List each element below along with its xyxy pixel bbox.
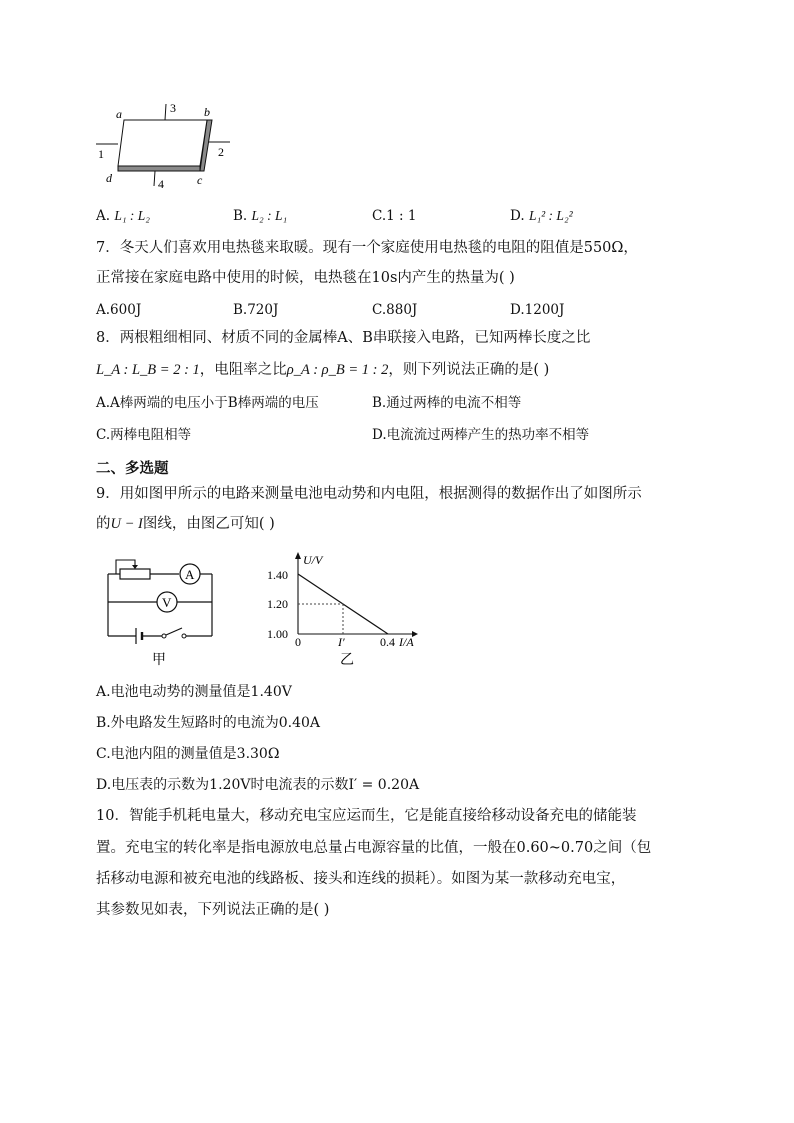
q7-option-a[interactable]: A.600J [96, 302, 142, 318]
q9-option-c[interactable]: C.电池内阻的测量值是3.30Ω [96, 746, 280, 762]
q10-stem-line3: 括移动电源和被充电池的线路板、接头和连线的损耗）。如图为某一款移动充电宝， [96, 871, 626, 887]
rheostat-icon [120, 569, 150, 579]
q7-option-d[interactable]: D.1200J [510, 302, 565, 318]
q10-stem-line2: 置。充电宝的转化率是指电源放电总量占电源容量的比值，一般在0.60~0.70之间（包 [96, 840, 652, 856]
label-d: d [106, 171, 112, 185]
label-3: 3 [170, 101, 176, 115]
q7-option-c[interactable]: C.880J [372, 302, 418, 318]
x-tick-0: 0 [295, 635, 301, 649]
q9-option-d[interactable]: D.电压表的示数为1.20V时电流表的示数I′ = 0.20A [96, 777, 420, 793]
graph-caption: 乙 [340, 653, 354, 668]
section-title-multiple-choice: 二、多选题 [96, 460, 169, 477]
label-1: 1 [98, 147, 104, 161]
q8-stem-line2: L_A : L_B = 2 : 1，电阻率之比ρ_A : ρ_B = 1 : 2，则下列说法正确的是( ) [96, 362, 550, 378]
y-tick-1-20: 1.20 [267, 597, 288, 611]
x-tick-0-4: 0.4 [380, 635, 395, 649]
u-i-graph [262, 550, 430, 672]
conductor-block-figure [94, 98, 244, 192]
q6-option-a[interactable]: A. L₁ : L₂ [96, 208, 150, 224]
circuit-caption: 甲 [152, 653, 166, 668]
y-axis-label: U/V [303, 553, 323, 567]
y-tick-1-40: 1.40 [267, 568, 288, 582]
svg-text:A: A [185, 567, 195, 582]
label-2: 2 [218, 145, 224, 159]
q8-resistivity-ratio: ρ_A : ρ_B = 1 : 2 [286, 362, 389, 378]
q8-length-ratio: L_A : L_B = 2 : 1 [96, 362, 200, 378]
q6-option-c[interactable]: C.1 : 1 [372, 208, 417, 224]
q9-stem-line1: 9．用如图甲所示的电路来测量电池电动势和内电阻，根据测得的数据作出了如图所示 [96, 486, 642, 502]
q10-stem-line4: 其参数见如表，下列说法正确的是( ) [96, 902, 330, 918]
label-4: 4 [158, 177, 164, 191]
svg-text:V: V [162, 595, 172, 610]
q7-stem-line2: 正常接在家庭电路中使用的时候，电热毯在10s内产生的热量为( ) [96, 270, 515, 286]
x-tick-i-prime: I′ [338, 635, 345, 649]
q8-option-b[interactable]: B.通过两棒的电流不相等 [372, 395, 522, 411]
q10-stem-line1: 10．智能手机耗电量大，移动充电宝应运而生，它是能直接给移动设备充电的储能装 [96, 808, 637, 824]
q7-option-b[interactable]: B.720J [233, 302, 279, 318]
switch-icon [166, 628, 182, 635]
x-axis-label: I/A [399, 635, 414, 649]
q8-option-c[interactable]: C.两棒电阻相等 [96, 427, 192, 443]
q8-option-a[interactable]: A.A棒两端的电压小于B棒两端的电压 [96, 395, 319, 411]
label-b: b [204, 105, 210, 119]
q9-option-b[interactable]: B.外电路发生短路时的电流为0.40A [96, 715, 321, 731]
q6-option-d[interactable]: D. L₁² : L₂² [510, 208, 573, 224]
label-a: a [116, 107, 122, 121]
y-tick-1-00: 1.00 [267, 627, 288, 641]
q7-stem-line1: 7．冬天人们喜欢用电热毯来取暖。现有一个家庭使用电热毯的电阻的阻值是550Ω， [96, 240, 638, 256]
q6-option-b[interactable]: B. L₂ : L₁ [233, 208, 288, 224]
circuit-diagram [100, 552, 220, 670]
q9-option-a[interactable]: A.电池电动势的测量值是1.40V [96, 684, 292, 700]
q8-stem-line1: 8．两根粗细相同、材质不同的金属棒A、B串联接入电路，已知两棒长度之比 [96, 330, 591, 346]
q8-option-d[interactable]: D.电流流过两棒产生的热功率不相等 [372, 427, 590, 443]
label-c: c [197, 173, 203, 187]
q9-stem-line2: 的U − I图线，由图乙可知( ) [96, 516, 275, 532]
